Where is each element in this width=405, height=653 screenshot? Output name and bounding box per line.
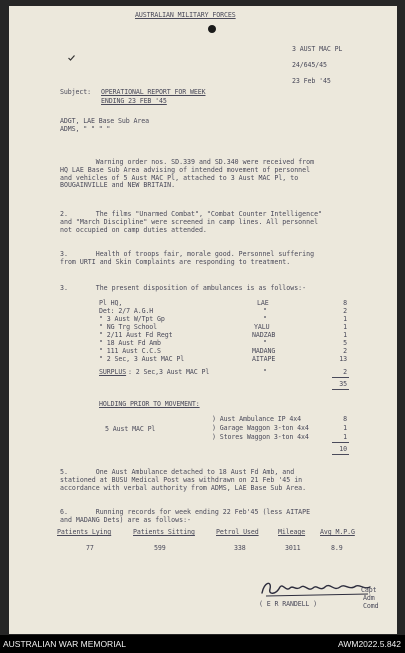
address-line-2: ADMS, " " " " <box>60 125 111 133</box>
table-cell: 599 <box>154 544 166 552</box>
reference-number: 24/645/45 <box>292 61 327 69</box>
paragraph-4: 3. The present disposition of ambulances is as follows:- <box>60 284 307 292</box>
subject-label: Subject: <box>60 88 91 96</box>
table-cell: 77 <box>86 544 94 552</box>
paragraph-2: 2. The films "Unarmed Combat", "Combat Counter Intelligence" and "March Discipline" were screened in camp lines. All personnel not occupied on camp duties attended. <box>60 210 323 234</box>
document-title: AUSTRALIAN MILITARY FORCES <box>135 11 236 19</box>
subject-line-1: OPERATIONAL REPORT FOR WEEK <box>101 88 206 96</box>
signatory-title: Comd <box>363 602 379 610</box>
surplus-count: 2 <box>343 368 347 376</box>
holding-total-rule <box>332 442 349 443</box>
footer-bar <box>0 635 405 653</box>
table-cell: 8.9 <box>331 544 343 552</box>
column-header: Patients Sitting <box>133 528 195 536</box>
column-header: Mileage <box>278 528 306 536</box>
table-cell: 338 <box>234 544 246 552</box>
surplus-label: SURPLUS <box>99 368 127 376</box>
paragraph-6: 6. Running records for week ending 22 Feb'45 (less AITAPE and MADANG Dets) are as follows:- <box>60 508 311 524</box>
address-line-1: ADGT, LAE Base Sub Area <box>60 117 150 125</box>
holding-unit: 5 Aust MAC Pl <box>105 425 156 433</box>
report-date: 23 Feb '45 <box>292 77 331 85</box>
holding-total-underline <box>332 454 349 455</box>
tick-mark-icon <box>68 55 75 61</box>
paragraph-5: 5. One Aust Ambulance detached to 18 Aust Fd Amb, and stationed at BUSU Medical Post was withdrawn on 21 Feb '45 in accordance with verbal authority from ADMS, LAE Base Sub Area. <box>60 468 307 492</box>
holding-heading: HOLDING PRIOR TO MOVEMENT: <box>99 400 200 408</box>
column-header: Patients Lying <box>57 528 112 536</box>
signature <box>256 578 376 600</box>
surplus-text: : 2 Sec,3 Aust MAC Pl <box>128 368 210 376</box>
subject-line-2: ENDING 23 FEB '45 <box>101 97 167 105</box>
table-cell: 3011 <box>285 544 301 552</box>
column-header: Avg M.P.G <box>320 528 355 536</box>
signatory-rank: Capt <box>361 586 377 594</box>
footer-accession-number: AWM2022.5.842 <box>338 639 401 649</box>
total-underline <box>332 389 349 390</box>
document-page: AUSTRALIAN MILITARY FORCES 3 AUST MAC PL 24/645/45 23 Feb '45 Subject: OPERATIONAL REPORT FOR WEEK ENDING 23 FEB '45 ADGT, LAE Base Sub Area ADMS, " " " " Warning order nos. SD.339 and SD.340 were received from HQ LAE Base Sub Area advising of intended movement of personnel and vehicles of 5 Aust MAC Pl, attached to 3 Aust MAC Pl, to BOUGAINVILLE and NEW BRITAIN. 2. The films "Unarmed Combat", "Combat Counter Intelligence" and "March Discipline" were screened in camp lines. All personnel not occupied on camp duties attended. 3. Health of troops fair, morale good. Personnel suffering from URTI and Skin Complaints are responding to treatment. 3. The present disposition of ambulances is as follows:- Pl HQ, LAE 8 Det: 2/7 A.G.H " 2 " 3 Aust W/Tpt Gp " 1 " NG Trg School YALU 1 " 2/11 Aust Fd Regt NADZAB 1 " 18 Aust Fd Amb " 5 " 111 Aust C.C.S MADANG 2 " 2 Sec, 3 Aust MAC Pl AITAPE 13 SURPLUS : 2 Sec,3 Aust MAC Pl " 2 35 HOLDING PRIOR TO MOVEMENT: 5 Aust MAC Pl ) Aust Ambulance IP 4x4 8 ) Garage Waggon 3-ton 4x4 1 ) Stores Waggon 3-ton 4x4 1 10 5. One Aust Ambulance detached to 18 Aust Fd Amb, and stationed at BUSU Medical Post was withdrawn on 21 Feb '45 in accordance with verbal authority from ADMS, LAE Base Sub Area. 6. Running records for week ending 22 Feb'45 (less AITAPE and MADANG Dets) are as follows:- Patients Lying Patients Sitting Petrol Used Mileage Avg M.P.G 77 599 338 3011 8.9 ( E R RANDELL ) Capt Adm Comd <box>9 6 397 634</box>
column-header: Petrol Used <box>216 528 259 536</box>
punch-hole <box>208 25 216 33</box>
paragraph-1: Warning order nos. SD.339 and SD.340 were received from HQ LAE Base Sub Area advising of intended movement of personnel and vehicles of 5 Aust MAC Pl, attached to 3 Aust MAC Pl, to BOUGAINVILLE and NEW BRITAIN. <box>60 158 315 190</box>
footer-institution: AUSTRALIAN WAR MEMORIAL <box>3 639 126 649</box>
disposition-total: 35 <box>339 380 347 388</box>
signatory-name: ( E R RANDELL ) <box>259 600 318 608</box>
paragraph-3: 3. Health of troops fair, morale good. Personnel suffering from URTI and Skin Complaints are responding to treatment. <box>60 250 315 266</box>
unit-name: 3 AUST MAC PL <box>292 45 343 53</box>
holding-total: 10 <box>339 445 347 453</box>
total-rule <box>332 377 349 378</box>
signatory-role: Adm <box>363 594 375 602</box>
surplus-place: " <box>263 368 267 376</box>
